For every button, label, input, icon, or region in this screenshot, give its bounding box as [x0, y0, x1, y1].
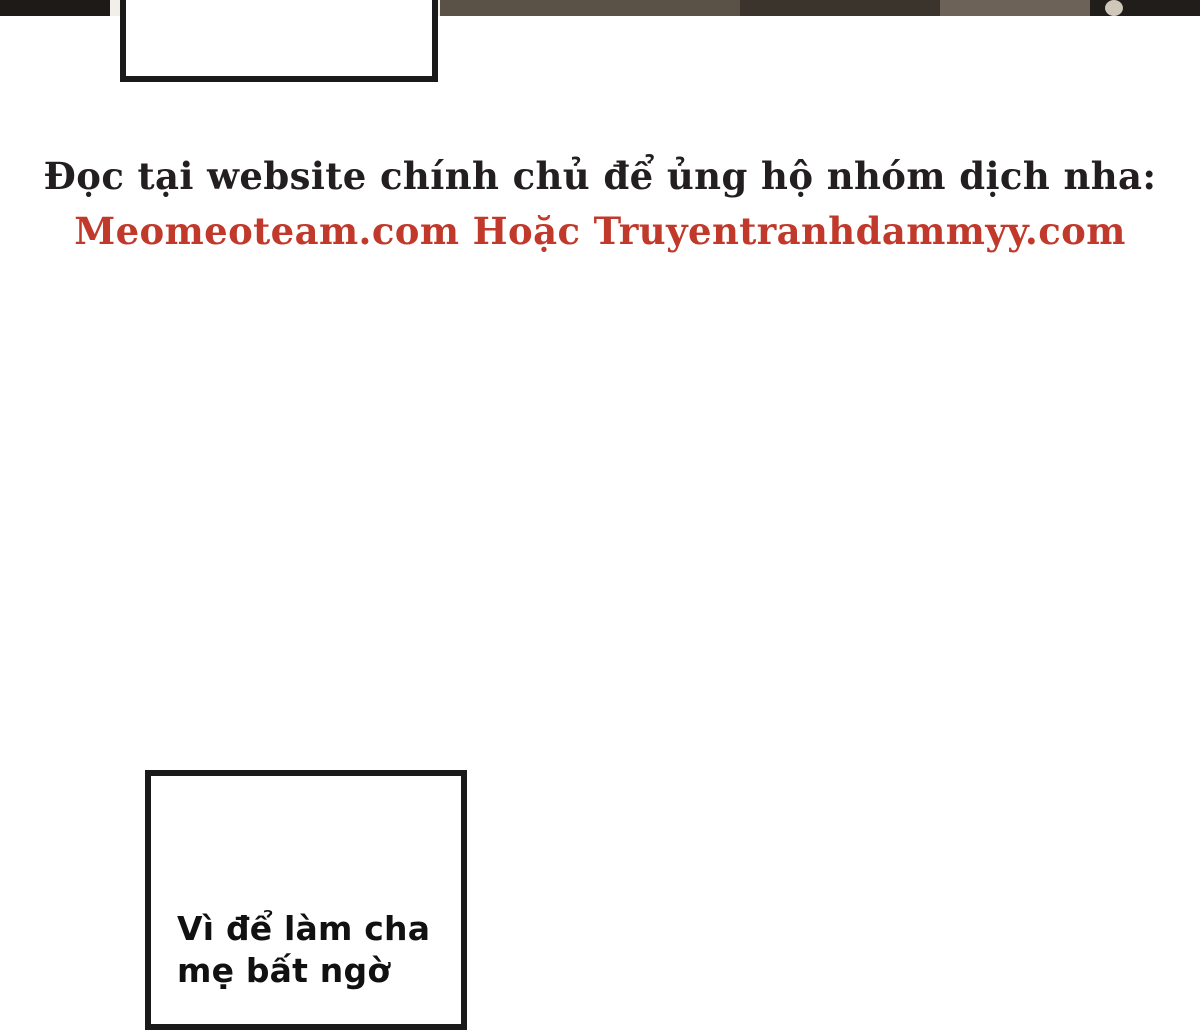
scene-segment-shadow: [740, 0, 940, 16]
promo-line-2: Meomeoteam.com Hoặc Truyentranhdammyy.com: [74, 209, 1126, 253]
bottom-speech-bubble: [145, 770, 467, 1030]
scene-segment-wall: [940, 0, 1090, 16]
promo-line-1: Đọc tại website chính chủ để ủng hộ nhóm dịch nha:: [43, 154, 1157, 198]
scene-segment-dark-left: [0, 0, 110, 16]
bottom-speech-bubble-text: Vì để làm cha mẹ bất ngờ: [177, 909, 431, 991]
scene-highlight-spot: [1105, 0, 1123, 16]
scene-segment-mid: [440, 0, 740, 16]
promo-credit-block: [0, 150, 1200, 260]
top-speech-bubble: [120, 0, 438, 82]
